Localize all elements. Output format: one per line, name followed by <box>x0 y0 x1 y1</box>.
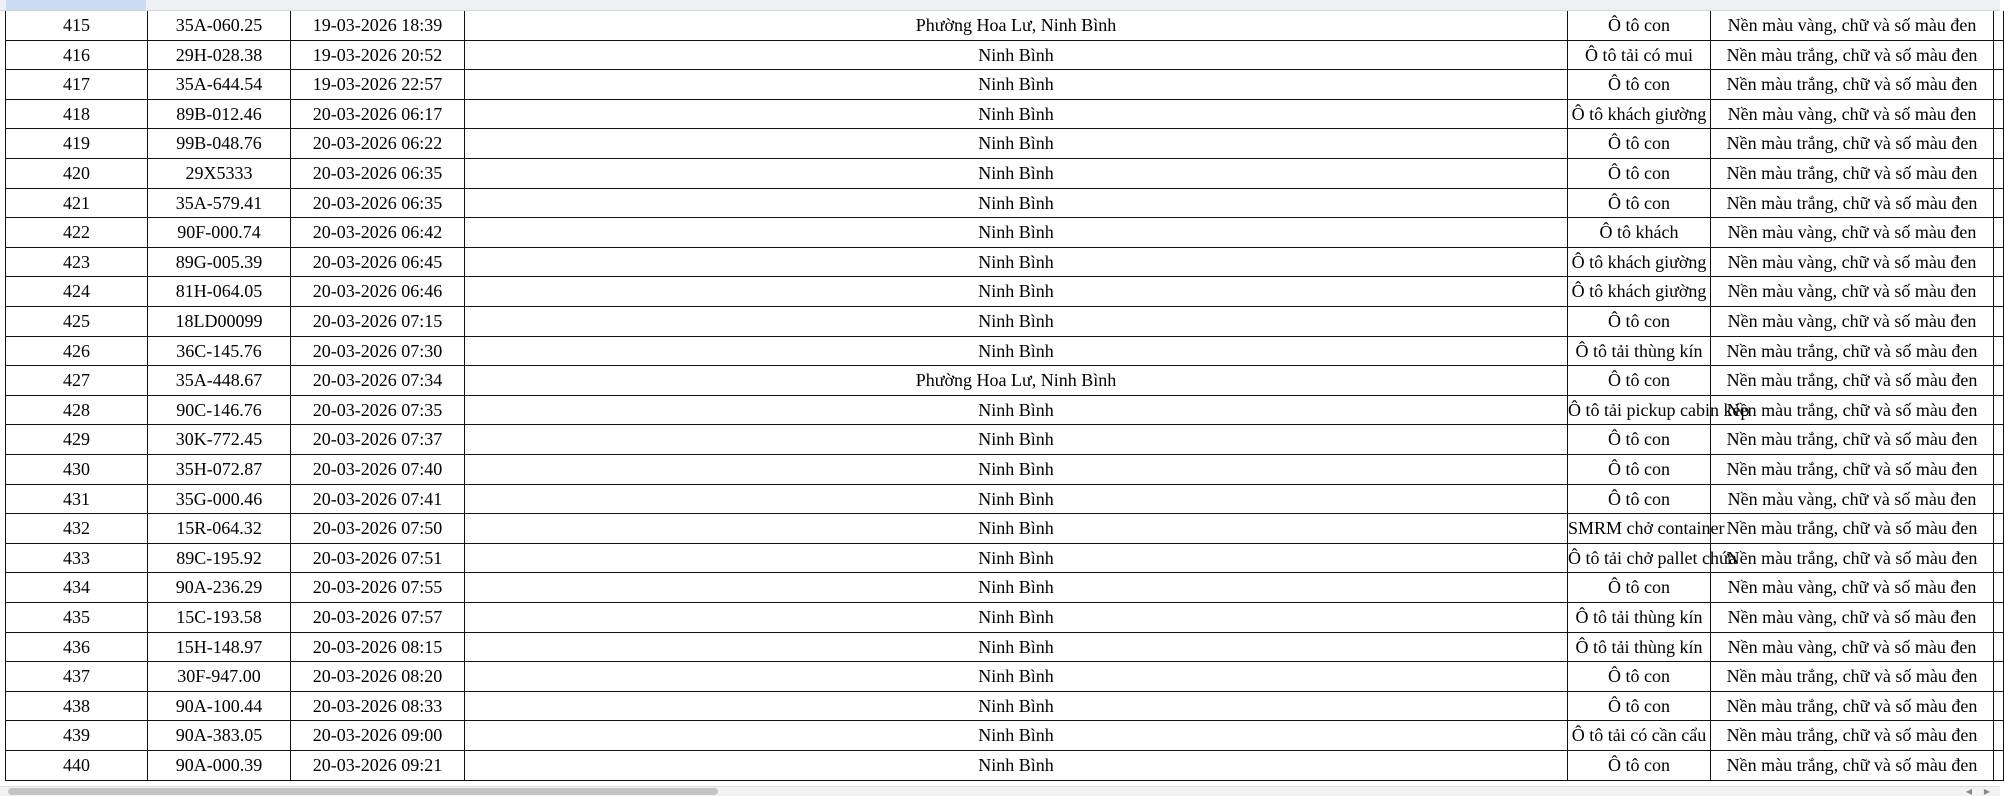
cell-empty[interactable] <box>1994 189 2004 219</box>
table-row[interactable] <box>0 100 2000 130</box>
cell-plate-color[interactable]: Nền màu trắng, chữ và số màu đen <box>1711 70 1994 100</box>
cell-vehicle-type[interactable]: Ô tô con <box>1568 307 1711 337</box>
cell-license-plate[interactable]: 30K-772.45 <box>148 425 291 455</box>
cell-plate-color[interactable]: Nền màu vàng, chữ và số màu đen <box>1711 100 1994 130</box>
cell-location[interactable]: Ninh Bình <box>465 514 1568 544</box>
cell-empty[interactable] <box>1994 307 2004 337</box>
cell-vehicle-type[interactable]: Ô tô con <box>1568 425 1711 455</box>
cell-empty[interactable] <box>1994 277 2004 307</box>
cell-location[interactable]: Ninh Bình <box>465 307 1568 337</box>
cell-empty[interactable] <box>1994 633 2004 663</box>
cell-license-plate[interactable]: 15R-064.32 <box>148 514 291 544</box>
cell-vehicle-type[interactable]: Ô tô con <box>1568 189 1711 219</box>
scrollbar-thumb[interactable] <box>8 788 718 795</box>
table-row[interactable] <box>0 337 2000 367</box>
cell-license-plate[interactable]: 90C-146.76 <box>148 396 291 426</box>
cell-datetime[interactable]: 20-03-2026 07:55 <box>291 573 465 603</box>
cell-stt[interactable]: 437 <box>5 662 148 692</box>
column-header-strip <box>0 0 2000 11</box>
table-row[interactable] <box>0 248 2000 278</box>
cell-license-plate[interactable]: 35H-072.87 <box>148 455 291 485</box>
table-row[interactable] <box>0 603 2000 633</box>
cell-plate-color[interactable]: Nền màu vàng, chữ và số màu đen <box>1711 248 1994 278</box>
cell-plate-color[interactable]: Nền màu trắng, chữ và số màu đen <box>1711 544 1994 574</box>
cell-datetime[interactable]: 20-03-2026 06:35 <box>291 159 465 189</box>
cell-license-plate[interactable]: 90A-236.29 <box>148 573 291 603</box>
table-row[interactable] <box>0 692 2000 722</box>
table-row[interactable] <box>0 11 2000 41</box>
cell-vehicle-type[interactable]: Ô tô con <box>1568 751 1711 781</box>
table-row[interactable] <box>0 514 2000 544</box>
cell-empty[interactable] <box>1994 129 2004 159</box>
cell-stt[interactable]: 417 <box>5 70 148 100</box>
cell-stt[interactable]: 423 <box>5 248 148 278</box>
cell-vehicle-type[interactable]: SMRM chở container <box>1568 514 1711 544</box>
selected-column-highlight <box>6 0 146 10</box>
table-row[interactable] <box>0 277 2000 307</box>
table-row[interactable] <box>0 189 2000 219</box>
cell-location[interactable]: Ninh Bình <box>465 129 1568 159</box>
horizontal-scrollbar[interactable] <box>0 786 2000 796</box>
table-row[interactable] <box>0 41 2000 71</box>
cell-datetime[interactable]: 20-03-2026 07:30 <box>291 337 465 367</box>
cell-datetime[interactable]: 20-03-2026 07:41 <box>291 485 465 515</box>
cell-stt[interactable]: 428 <box>5 396 148 426</box>
cell-license-plate[interactable]: 15C-193.58 <box>148 603 291 633</box>
cell-stt[interactable]: 425 <box>5 307 148 337</box>
cell-datetime[interactable]: 20-03-2026 08:15 <box>291 633 465 663</box>
cell-plate-color[interactable]: Nền màu vàng, chữ và số màu đen <box>1711 11 1994 41</box>
cell-location[interactable]: Ninh Bình <box>465 277 1568 307</box>
cell-vehicle-type[interactable]: Ô tô con <box>1568 455 1711 485</box>
table-row[interactable] <box>0 366 2000 396</box>
cell-datetime[interactable]: 20-03-2026 06:35 <box>291 189 465 219</box>
cell-location[interactable]: Ninh Bình <box>465 751 1568 781</box>
cell-vehicle-type[interactable]: Ô tô tải có mui <box>1568 41 1711 71</box>
cell-datetime[interactable]: 20-03-2026 06:17 <box>291 100 465 130</box>
cell-stt[interactable]: 432 <box>5 514 148 544</box>
cell-stt[interactable]: 430 <box>5 455 148 485</box>
cell-empty[interactable] <box>1994 248 2004 278</box>
cell-license-plate[interactable]: 89G-005.39 <box>148 248 291 278</box>
cell-location[interactable]: Phường Hoa Lư, Ninh Bình <box>465 366 1568 396</box>
cell-empty[interactable] <box>1994 544 2004 574</box>
cell-empty[interactable] <box>1994 366 2004 396</box>
cell-plate-color[interactable]: Nền màu trắng, chữ và số màu đen <box>1711 337 1994 367</box>
cell-empty[interactable] <box>1994 603 2004 633</box>
cell-empty[interactable] <box>1994 337 2004 367</box>
cell-stt[interactable]: 429 <box>5 425 148 455</box>
cell-stt[interactable]: 415 <box>5 11 148 41</box>
cell-license-plate[interactable]: 90A-100.44 <box>148 692 291 722</box>
cell-plate-color[interactable]: Nền màu trắng, chữ và số màu đen <box>1711 129 1994 159</box>
cell-plate-color[interactable]: Nền màu trắng, chữ và số màu đen <box>1711 396 1994 426</box>
cell-stt[interactable]: 424 <box>5 277 148 307</box>
cell-location[interactable]: Ninh Bình <box>465 485 1568 515</box>
chevron-left-icon[interactable]: ◀ <box>1965 787 1973 796</box>
cell-location[interactable]: Ninh Bình <box>465 425 1568 455</box>
cell-vehicle-type[interactable]: Ô tô khách giường <box>1568 248 1711 278</box>
cell-location[interactable]: Ninh Bình <box>465 337 1568 367</box>
cell-empty[interactable] <box>1994 692 2004 722</box>
cell-empty[interactable] <box>1994 455 2004 485</box>
spreadsheet-grid[interactable] <box>0 11 2000 786</box>
cell-location[interactable]: Ninh Bình <box>465 721 1568 751</box>
cell-empty[interactable] <box>1994 70 2004 100</box>
cell-plate-color[interactable]: Nền màu trắng, chữ và số màu đen <box>1711 189 1994 219</box>
cell-stt[interactable]: 438 <box>5 692 148 722</box>
cell-empty[interactable] <box>1994 218 2004 248</box>
cell-license-plate[interactable]: 15H-148.97 <box>148 633 291 663</box>
table-row[interactable] <box>0 159 2000 189</box>
cell-vehicle-type[interactable]: Ô tô tải có cần cẩu <box>1568 721 1711 751</box>
cell-location[interactable]: Ninh Bình <box>465 159 1568 189</box>
cell-plate-color[interactable]: Nền màu vàng, chữ và số màu đen <box>1711 485 1994 515</box>
cell-location[interactable]: Ninh Bình <box>465 70 1568 100</box>
cell-license-plate[interactable]: 90A-000.39 <box>148 751 291 781</box>
cell-stt[interactable]: 435 <box>5 603 148 633</box>
cell-vehicle-type[interactable]: Ô tô tải thùng kín <box>1568 337 1711 367</box>
cell-license-plate[interactable]: 35A-579.41 <box>148 189 291 219</box>
cell-datetime[interactable]: 19-03-2026 20:52 <box>291 41 465 71</box>
cell-plate-color[interactable]: Nền màu vàng, chữ và số màu đen <box>1711 277 1994 307</box>
cell-stt[interactable]: 431 <box>5 485 148 515</box>
table-row[interactable] <box>0 544 2000 574</box>
cell-stt[interactable]: 419 <box>5 129 148 159</box>
cell-datetime[interactable]: 20-03-2026 07:50 <box>291 514 465 544</box>
cell-license-plate[interactable]: 36C-145.76 <box>148 337 291 367</box>
cell-vehicle-type[interactable]: Ô tô tải chở pallet chứa <box>1568 544 1711 574</box>
cell-vehicle-type[interactable]: Ô tô khách giường <box>1568 277 1711 307</box>
cell-empty[interactable] <box>1994 751 2004 781</box>
cell-location[interactable]: Ninh Bình <box>465 603 1568 633</box>
cell-location[interactable]: Ninh Bình <box>465 396 1568 426</box>
table-row[interactable] <box>0 218 2000 248</box>
cell-location[interactable]: Ninh Bình <box>465 100 1568 130</box>
cell-stt[interactable]: 440 <box>5 751 148 781</box>
cell-location[interactable]: Ninh Bình <box>465 248 1568 278</box>
cell-plate-color[interactable]: Nền màu vàng, chữ và số màu đen <box>1711 573 1994 603</box>
cell-empty[interactable] <box>1994 100 2004 130</box>
cell-license-plate[interactable]: 29H-028.38 <box>148 41 291 71</box>
cell-license-plate[interactable]: 90A-383.05 <box>148 721 291 751</box>
cell-vehicle-type[interactable]: Ô tô tải thùng kín <box>1568 603 1711 633</box>
cell-datetime[interactable]: 20-03-2026 08:33 <box>291 692 465 722</box>
cell-vehicle-type[interactable]: Ô tô con <box>1568 485 1711 515</box>
cell-stt[interactable]: 416 <box>5 41 148 71</box>
cell-datetime[interactable]: 20-03-2026 07:51 <box>291 544 465 574</box>
cell-location[interactable]: Ninh Bình <box>465 633 1568 663</box>
cell-stt[interactable]: 418 <box>5 100 148 130</box>
table-row[interactable] <box>0 633 2000 663</box>
cell-datetime[interactable]: 19-03-2026 18:39 <box>291 11 465 41</box>
cell-plate-color[interactable]: Nền màu vàng, chữ và số màu đen <box>1711 307 1994 337</box>
cell-datetime[interactable]: 19-03-2026 22:57 <box>291 70 465 100</box>
cell-license-plate[interactable]: 81H-064.05 <box>148 277 291 307</box>
cell-license-plate[interactable]: 35A-644.54 <box>148 70 291 100</box>
cell-license-plate[interactable]: 29X5333 <box>148 159 291 189</box>
table-row[interactable] <box>0 307 2000 337</box>
cell-license-plate[interactable]: 30F-947.00 <box>148 662 291 692</box>
cell-datetime[interactable]: 20-03-2026 07:57 <box>291 603 465 633</box>
cell-stt[interactable]: 422 <box>5 218 148 248</box>
cell-vehicle-type[interactable]: Ô tô con <box>1568 692 1711 722</box>
table-row[interactable] <box>0 721 2000 751</box>
cell-plate-color[interactable]: Nền màu trắng, chữ và số màu đen <box>1711 159 1994 189</box>
cell-vehicle-type[interactable]: Ô tô khách <box>1568 218 1711 248</box>
table-row[interactable] <box>0 129 2000 159</box>
table-row[interactable] <box>0 751 2000 781</box>
cell-stt[interactable]: 427 <box>5 366 148 396</box>
cell-license-plate[interactable]: 99B-048.76 <box>148 129 291 159</box>
cell-location[interactable]: Ninh Bình <box>465 189 1568 219</box>
cell-datetime[interactable]: 20-03-2026 07:35 <box>291 396 465 426</box>
table-row[interactable] <box>0 662 2000 692</box>
cell-location[interactable]: Ninh Bình <box>465 544 1568 574</box>
cell-empty[interactable] <box>1994 11 2004 41</box>
cell-empty[interactable] <box>1994 41 2004 71</box>
cell-location[interactable]: Ninh Bình <box>465 218 1568 248</box>
cell-datetime[interactable]: 20-03-2026 06:45 <box>291 248 465 278</box>
cell-vehicle-type[interactable]: Ô tô con <box>1568 662 1711 692</box>
cell-plate-color[interactable]: Nền màu vàng, chữ và số màu đen <box>1711 633 1994 663</box>
cell-empty[interactable] <box>1994 662 2004 692</box>
cell-vehicle-type[interactable]: Ô tô con <box>1568 159 1711 189</box>
cell-location[interactable]: Ninh Bình <box>465 41 1568 71</box>
cell-empty[interactable] <box>1994 721 2004 751</box>
cell-location[interactable]: Ninh Bình <box>465 692 1568 722</box>
cell-license-plate[interactable]: 89C-195.92 <box>148 544 291 574</box>
cell-empty[interactable] <box>1994 485 2004 515</box>
cell-stt[interactable]: 439 <box>5 721 148 751</box>
cell-empty[interactable] <box>1994 425 2004 455</box>
cell-vehicle-type[interactable]: Ô tô khách giường <box>1568 100 1711 130</box>
cell-empty[interactable] <box>1994 159 2004 189</box>
cell-vehicle-type[interactable]: Ô tô con <box>1568 129 1711 159</box>
chevron-right-icon[interactable]: ▶ <box>1983 787 1991 796</box>
cell-empty[interactable] <box>1994 396 2004 426</box>
cell-empty[interactable] <box>1994 573 2004 603</box>
cell-license-plate[interactable]: 90F-000.74 <box>148 218 291 248</box>
cell-vehicle-type[interactable]: Ô tô tải thùng kín <box>1568 633 1711 663</box>
cell-stt[interactable]: 433 <box>5 544 148 574</box>
cell-stt[interactable]: 434 <box>5 573 148 603</box>
cell-plate-color[interactable]: Nền màu trắng, chữ và số màu đen <box>1711 366 1994 396</box>
cell-datetime[interactable]: 20-03-2026 06:46 <box>291 277 465 307</box>
table-row[interactable] <box>0 485 2000 515</box>
cell-vehicle-type[interactable]: Ô tô con <box>1568 573 1711 603</box>
cell-stt[interactable]: 421 <box>5 189 148 219</box>
cell-empty[interactable] <box>1994 514 2004 544</box>
cell-stt[interactable]: 426 <box>5 337 148 367</box>
cell-datetime[interactable]: 20-03-2026 07:15 <box>291 307 465 337</box>
cell-license-plate[interactable]: 35A-448.67 <box>148 366 291 396</box>
table-row[interactable] <box>0 425 2000 455</box>
table-row[interactable] <box>0 455 2000 485</box>
cell-plate-color[interactable]: Nền màu vàng, chữ và số màu đen <box>1711 218 1994 248</box>
cell-license-plate[interactable]: 35G-000.46 <box>148 485 291 515</box>
cell-datetime[interactable]: 20-03-2026 07:40 <box>291 455 465 485</box>
cell-vehicle-type[interactable]: Ô tô con <box>1568 366 1711 396</box>
cell-license-plate[interactable]: 18LD00099 <box>148 307 291 337</box>
cell-location[interactable]: Phường Hoa Lư, Ninh Bình <box>465 11 1568 41</box>
cell-datetime[interactable]: 20-03-2026 07:37 <box>291 425 465 455</box>
table-row[interactable] <box>0 573 2000 603</box>
cell-location[interactable]: Ninh Bình <box>465 662 1568 692</box>
cell-datetime[interactable]: 20-03-2026 07:34 <box>291 366 465 396</box>
cell-location[interactable]: Ninh Bình <box>465 455 1568 485</box>
cell-vehicle-type[interactable]: Ô tô tải pickup cabin kép <box>1568 396 1711 426</box>
cell-license-plate[interactable]: 35A-060.25 <box>148 11 291 41</box>
cell-plate-color[interactable]: Nền màu trắng, chữ và số màu đen <box>1711 41 1994 71</box>
cell-stt[interactable]: 420 <box>5 159 148 189</box>
cell-plate-color[interactable]: Nền màu trắng, chữ và số màu đen <box>1711 455 1994 485</box>
cell-datetime[interactable]: 20-03-2026 09:00 <box>291 721 465 751</box>
table-row[interactable] <box>0 70 2000 100</box>
cell-plate-color[interactable]: Nền màu trắng, chữ và số màu đen <box>1711 751 1994 781</box>
cell-plate-color[interactable]: Nền màu trắng, chữ và số màu đen <box>1711 514 1994 544</box>
cell-vehicle-type[interactable]: Ô tô con <box>1568 11 1711 41</box>
table-row[interactable] <box>0 396 2000 426</box>
cell-plate-color[interactable]: Nền màu vàng, chữ và số màu đen <box>1711 603 1994 633</box>
cell-plate-color[interactable]: Nền màu trắng, chữ và số màu đen <box>1711 662 1994 692</box>
cell-license-plate[interactable]: 89B-012.46 <box>148 100 291 130</box>
cell-stt[interactable]: 436 <box>5 633 148 663</box>
cell-datetime[interactable]: 20-03-2026 06:22 <box>291 129 465 159</box>
cell-plate-color[interactable]: Nền màu trắng, chữ và số màu đen <box>1711 425 1994 455</box>
cell-datetime[interactable]: 20-03-2026 08:20 <box>291 662 465 692</box>
cell-plate-color[interactable]: Nền màu trắng, chữ và số màu đen <box>1711 692 1994 722</box>
cell-vehicle-type[interactable]: Ô tô con <box>1568 70 1711 100</box>
cell-location[interactable]: Ninh Bình <box>465 573 1568 603</box>
cell-datetime[interactable]: 20-03-2026 06:42 <box>291 218 465 248</box>
cell-plate-color[interactable]: Nền màu trắng, chữ và số màu đen <box>1711 721 1994 751</box>
cell-datetime[interactable]: 20-03-2026 09:21 <box>291 751 465 781</box>
